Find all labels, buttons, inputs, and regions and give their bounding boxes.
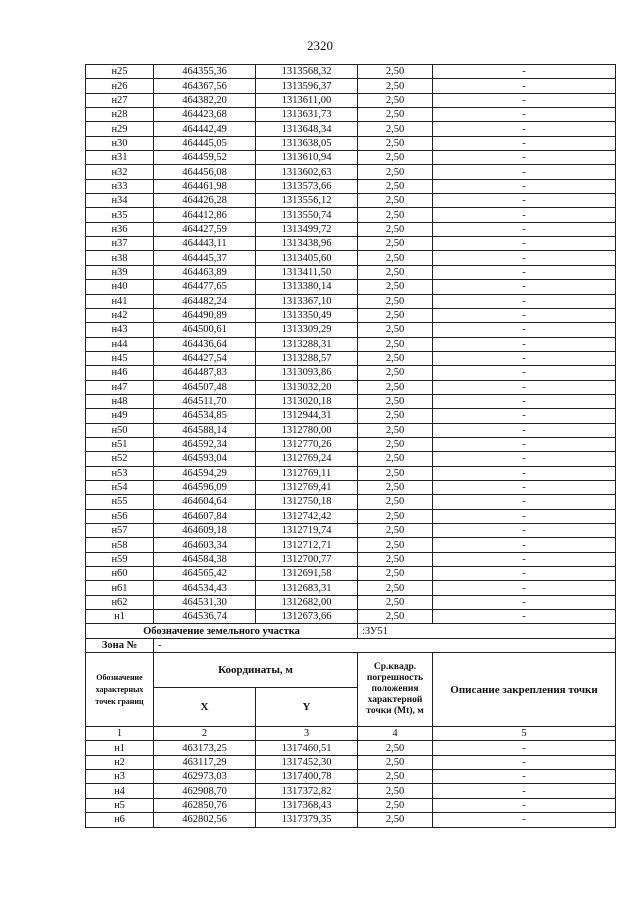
point-id-cell: н33 <box>86 179 154 193</box>
error-cell: 2,50 <box>358 495 433 509</box>
table-row <box>86 610 616 624</box>
point-id-cell: н3 <box>86 770 154 784</box>
description-cell: - <box>433 194 616 208</box>
description-cell: - <box>433 208 616 222</box>
x-coordinate-cell: 464443,11 <box>154 237 256 251</box>
x-coordinate-cell: 464588,14 <box>154 423 256 437</box>
error-cell: 2,50 <box>358 93 433 107</box>
point-id-cell: н43 <box>86 323 154 337</box>
x-coordinate-cell: 464507,48 <box>154 380 256 394</box>
point-id-cell: н44 <box>86 337 154 351</box>
x-coordinate-cell: 464367,56 <box>154 79 256 93</box>
x-coordinate-cell: 462973,03 <box>154 770 256 784</box>
table-row <box>86 251 616 265</box>
table-row <box>86 466 616 480</box>
description-cell: - <box>433 294 616 308</box>
table-row <box>86 595 616 609</box>
table-row <box>86 108 616 122</box>
column-number: 3 <box>256 727 358 741</box>
table-row <box>86 337 616 351</box>
error-cell: 2,50 <box>358 237 433 251</box>
table-row <box>86 524 616 538</box>
description-cell: - <box>433 595 616 609</box>
y-coordinate-cell: 1312712,71 <box>256 538 358 552</box>
y-coordinate-cell: 1317460,51 <box>256 741 358 755</box>
error-cell: 2,50 <box>358 351 433 365</box>
y-coordinate-cell: 1313288,57 <box>256 351 358 365</box>
error-cell: 2,50 <box>358 208 433 222</box>
y-coordinate-cell: 1313093,86 <box>256 366 358 380</box>
table-row <box>86 65 616 79</box>
description-cell: - <box>433 770 616 784</box>
table-row <box>86 770 616 784</box>
x-coordinate-cell: 464536,74 <box>154 610 256 624</box>
error-cell: 2,50 <box>358 366 433 380</box>
table-row <box>86 208 616 222</box>
table-row <box>86 755 616 769</box>
y-coordinate-cell: 1312769,11 <box>256 466 358 480</box>
description-cell: - <box>433 222 616 236</box>
point-id-cell: н50 <box>86 423 154 437</box>
description-cell: - <box>433 409 616 423</box>
error-cell: 2,50 <box>358 165 433 179</box>
description-cell: - <box>433 136 616 150</box>
table-row <box>86 409 616 423</box>
x-coordinate-cell: 464456,08 <box>154 165 256 179</box>
table-row <box>86 294 616 308</box>
y-coordinate-cell: 1313556,12 <box>256 194 358 208</box>
y-coordinate-cell: 1317400,78 <box>256 770 358 784</box>
point-id-cell: н62 <box>86 595 154 609</box>
x-coordinate-cell: 464592,34 <box>154 437 256 451</box>
point-id-cell: н26 <box>86 79 154 93</box>
description-header: Описание закрепления точки <box>433 653 616 727</box>
x-coordinate-cell: 464594,29 <box>154 466 256 480</box>
y-coordinate-cell: 1313596,37 <box>256 79 358 93</box>
table-row <box>86 79 616 93</box>
error-cell: 2,50 <box>358 741 433 755</box>
point-id-cell: н52 <box>86 452 154 466</box>
point-id-cell: н6 <box>86 813 154 827</box>
point-id-cell: н1 <box>86 610 154 624</box>
y-coordinate-cell: 1313380,14 <box>256 280 358 294</box>
y-coordinate-cell: 1312673,66 <box>256 610 358 624</box>
x-coordinate-cell: 464436,64 <box>154 337 256 351</box>
description-cell: - <box>433 495 616 509</box>
point-id-cell: н48 <box>86 394 154 408</box>
y-coordinate-cell: 1313367,10 <box>256 294 358 308</box>
column-number: 5 <box>433 727 616 741</box>
description-cell: - <box>433 179 616 193</box>
point-id-cell: н41 <box>86 294 154 308</box>
x-coordinate-cell: 464511,70 <box>154 394 256 408</box>
error-cell: 2,50 <box>358 552 433 566</box>
y-coordinate-cell: 1313288,31 <box>256 337 358 351</box>
x-coordinate-cell: 462802,56 <box>154 813 256 827</box>
description-cell: - <box>433 351 616 365</box>
error-cell: 2,50 <box>358 610 433 624</box>
description-cell: - <box>433 538 616 552</box>
error-cell: 2,50 <box>358 423 433 437</box>
description-cell: - <box>433 567 616 581</box>
y-coordinate-cell: 1313568,32 <box>256 65 358 79</box>
x-coordinate-cell: 464604,64 <box>154 495 256 509</box>
description-cell: - <box>433 798 616 812</box>
error-cell: 2,50 <box>358 194 433 208</box>
x-coordinate-cell: 464442,49 <box>154 122 256 136</box>
x-coordinate-cell: 464445,37 <box>154 251 256 265</box>
x-coordinate-cell: 464427,54 <box>154 351 256 365</box>
point-id-cell: н32 <box>86 165 154 179</box>
point-id-cell: н57 <box>86 524 154 538</box>
table-row <box>86 179 616 193</box>
description-cell: - <box>433 610 616 624</box>
error-cell: 2,50 <box>358 466 433 480</box>
y-coordinate-cell: 1313032,20 <box>256 380 358 394</box>
coordinates-table-body <box>86 65 616 624</box>
column-number: 2 <box>154 727 256 741</box>
description-cell: - <box>433 437 616 451</box>
points-header: Обозначение характерных точек границ <box>86 653 154 727</box>
description-cell: - <box>433 323 616 337</box>
y-coordinate-cell: 1312742,42 <box>256 509 358 523</box>
y-coordinate-cell: 1317379,35 <box>256 813 358 827</box>
table-row <box>86 165 616 179</box>
description-cell: - <box>433 741 616 755</box>
x-coordinate-cell: 464603,34 <box>154 538 256 552</box>
x-coordinate-cell: 464463,89 <box>154 265 256 279</box>
y-coordinate-cell: 1313350,49 <box>256 308 358 322</box>
point-id-cell: н38 <box>86 251 154 265</box>
table-row <box>86 437 616 451</box>
y-coordinate-cell: 1313602,63 <box>256 165 358 179</box>
point-id-cell: н37 <box>86 237 154 251</box>
point-id-cell: н1 <box>86 741 154 755</box>
table-row <box>86 323 616 337</box>
y-coordinate-cell: 1317452,30 <box>256 755 358 769</box>
y-coordinate-cell: 1317372,82 <box>256 784 358 798</box>
point-id-cell: н60 <box>86 567 154 581</box>
point-id-cell: н53 <box>86 466 154 480</box>
error-cell: 2,50 <box>358 280 433 294</box>
y-coordinate-cell: 1312682,00 <box>256 595 358 609</box>
table-row <box>86 509 616 523</box>
y-coordinate-cell: 1313405,60 <box>256 251 358 265</box>
y-coordinate-cell: 1312770,26 <box>256 437 358 451</box>
x-coordinate-cell: 464596,09 <box>154 480 256 494</box>
x-header: X <box>154 688 256 727</box>
description-cell: - <box>433 237 616 251</box>
header-row-1 <box>86 653 616 688</box>
error-cell: 2,50 <box>358 265 433 279</box>
point-id-cell: н61 <box>86 581 154 595</box>
point-id-cell: н31 <box>86 151 154 165</box>
description-cell: - <box>433 394 616 408</box>
x-coordinate-cell: 464426,28 <box>154 194 256 208</box>
error-cell: 2,50 <box>358 409 433 423</box>
table-row <box>86 813 616 827</box>
x-coordinate-cell: 464534,85 <box>154 409 256 423</box>
y-coordinate-cell: 1312780,00 <box>256 423 358 437</box>
y-coordinate-cell: 1313648,34 <box>256 122 358 136</box>
table-row <box>86 237 616 251</box>
description-cell: - <box>433 65 616 79</box>
error-cell: 2,50 <box>358 813 433 827</box>
y-coordinate-cell: 1312691,58 <box>256 567 358 581</box>
point-id-cell: н39 <box>86 265 154 279</box>
point-id-cell: н4 <box>86 784 154 798</box>
description-cell: - <box>433 337 616 351</box>
point-id-cell: н42 <box>86 308 154 322</box>
table-row <box>86 798 616 812</box>
x-coordinate-cell: 464593,04 <box>154 452 256 466</box>
point-id-cell: н27 <box>86 93 154 107</box>
description-cell: - <box>433 552 616 566</box>
table-row <box>86 122 616 136</box>
point-id-cell: н59 <box>86 552 154 566</box>
table-row <box>86 741 616 755</box>
land-plot-row <box>86 624 616 638</box>
x-coordinate-cell: 463173,25 <box>154 741 256 755</box>
point-id-cell: н45 <box>86 351 154 365</box>
table-row <box>86 581 616 595</box>
description-cell: - <box>433 280 616 294</box>
x-coordinate-cell: 464534,43 <box>154 581 256 595</box>
description-cell: - <box>433 79 616 93</box>
error-cell: 2,50 <box>358 524 433 538</box>
description-cell: - <box>433 122 616 136</box>
error-cell: 2,50 <box>358 452 433 466</box>
x-coordinate-cell: 464609,18 <box>154 524 256 538</box>
error-cell: 2,50 <box>358 122 433 136</box>
point-id-cell: н58 <box>86 538 154 552</box>
error-cell: 2,50 <box>358 108 433 122</box>
table-row <box>86 784 616 798</box>
table-row <box>86 394 616 408</box>
table-row <box>86 495 616 509</box>
table-row <box>86 151 616 165</box>
point-id-cell: н40 <box>86 280 154 294</box>
column-number-row <box>86 727 616 741</box>
error-cell: 2,50 <box>358 179 433 193</box>
description-cell: - <box>433 480 616 494</box>
point-id-cell: н54 <box>86 480 154 494</box>
y-coordinate-cell: 1317368,43 <box>256 798 358 812</box>
x-coordinate-cell: 464427,59 <box>154 222 256 236</box>
point-id-cell: н35 <box>86 208 154 222</box>
table-row <box>86 480 616 494</box>
point-id-cell: н36 <box>86 222 154 236</box>
x-coordinate-cell: 462850,76 <box>154 798 256 812</box>
description-cell: - <box>433 813 616 827</box>
coords-header: Координаты, м <box>154 653 358 688</box>
table-row <box>86 308 616 322</box>
error-cell: 2,50 <box>358 294 433 308</box>
point-id-cell: н34 <box>86 194 154 208</box>
error-cell: 2,50 <box>358 323 433 337</box>
y-coordinate-cell: 1313638,05 <box>256 136 358 150</box>
y-coordinate-cell: 1313610,94 <box>256 151 358 165</box>
error-cell: 2,50 <box>358 136 433 150</box>
point-id-cell: н29 <box>86 122 154 136</box>
table-row <box>86 351 616 365</box>
description-cell: - <box>433 165 616 179</box>
x-coordinate-cell: 462908,70 <box>154 784 256 798</box>
x-coordinate-cell: 464487,83 <box>154 366 256 380</box>
x-coordinate-cell: 464382,20 <box>154 93 256 107</box>
point-id-cell: н28 <box>86 108 154 122</box>
error-cell: 2,50 <box>358 581 433 595</box>
y-coordinate-cell: 1313411,50 <box>256 265 358 279</box>
point-id-cell: н51 <box>86 437 154 451</box>
table-row <box>86 222 616 236</box>
point-id-cell: н56 <box>86 509 154 523</box>
error-cell: 2,50 <box>358 65 433 79</box>
y-coordinate-cell: 1312750,18 <box>256 495 358 509</box>
error-cell: 2,50 <box>358 380 433 394</box>
table-row <box>86 380 616 394</box>
land-plot-value: :ЗУ51 <box>358 624 616 638</box>
x-coordinate-cell: 464477,65 <box>154 280 256 294</box>
table-row <box>86 552 616 566</box>
error-cell: 2,50 <box>358 770 433 784</box>
point-id-cell: н47 <box>86 380 154 394</box>
x-coordinate-cell: 464565,42 <box>154 567 256 581</box>
point-id-cell: н55 <box>86 495 154 509</box>
description-cell: - <box>433 308 616 322</box>
page-number: 2320 <box>307 38 333 53</box>
error-cell: 2,50 <box>358 151 433 165</box>
error-cell: 2,50 <box>358 394 433 408</box>
description-cell: - <box>433 755 616 769</box>
error-cell: 2,50 <box>358 308 433 322</box>
x-coordinate-cell: 464423,68 <box>154 108 256 122</box>
description-cell: - <box>433 108 616 122</box>
error-cell: 2,50 <box>358 567 433 581</box>
error-cell: 2,50 <box>358 755 433 769</box>
x-coordinate-cell: 464584,38 <box>154 552 256 566</box>
x-coordinate-cell: 464445,05 <box>154 136 256 150</box>
error-cell: 2,50 <box>358 480 433 494</box>
description-cell: - <box>433 466 616 480</box>
x-coordinate-cell: 464412,86 <box>154 208 256 222</box>
y-coordinate-cell: 1313573,66 <box>256 179 358 193</box>
point-id-cell: н49 <box>86 409 154 423</box>
description-cell: - <box>433 93 616 107</box>
description-cell: - <box>433 151 616 165</box>
x-coordinate-cell: 464500,61 <box>154 323 256 337</box>
zone-coordinates-body <box>86 741 616 827</box>
point-id-cell: н2 <box>86 755 154 769</box>
table-row <box>86 423 616 437</box>
error-cell: 2,50 <box>358 79 433 93</box>
y-coordinate-cell: 1313611,00 <box>256 93 358 107</box>
description-cell: - <box>433 380 616 394</box>
x-coordinate-cell: 464482,24 <box>154 294 256 308</box>
y-coordinate-cell: 1312944,31 <box>256 409 358 423</box>
point-id-cell: н5 <box>86 798 154 812</box>
description-cell: - <box>433 784 616 798</box>
table-row <box>86 538 616 552</box>
description-cell: - <box>433 366 616 380</box>
x-coordinate-cell: 464459,52 <box>154 151 256 165</box>
error-cell: 2,50 <box>358 538 433 552</box>
table-row <box>86 93 616 107</box>
zone-row <box>86 638 616 652</box>
y-coordinate-cell: 1313499,72 <box>256 222 358 236</box>
x-coordinate-cell: 464355,36 <box>154 65 256 79</box>
error-cell: 2,50 <box>358 437 433 451</box>
y-coordinate-cell: 1312719,74 <box>256 524 358 538</box>
description-cell: - <box>433 581 616 595</box>
table-row <box>86 280 616 294</box>
description-cell: - <box>433 423 616 437</box>
y-coordinate-cell: 1312700,77 <box>256 552 358 566</box>
description-cell: - <box>433 265 616 279</box>
description-cell: - <box>433 251 616 265</box>
x-coordinate-cell: 464461,98 <box>154 179 256 193</box>
column-number: 1 <box>86 727 154 741</box>
y-coordinate-cell: 1313309,29 <box>256 323 358 337</box>
y-coordinate-cell: 1312769,24 <box>256 452 358 466</box>
table-row <box>86 366 616 380</box>
error-cell: 2,50 <box>358 509 433 523</box>
error-cell: 2,50 <box>358 337 433 351</box>
zone-label: Зона № <box>86 638 154 652</box>
column-number: 4 <box>358 727 433 741</box>
y-coordinate-cell: 1313631,73 <box>256 108 358 122</box>
table-row <box>86 265 616 279</box>
error-cell: 2,50 <box>358 784 433 798</box>
x-coordinate-cell: 464607,84 <box>154 509 256 523</box>
error-cell: 2,50 <box>358 251 433 265</box>
error-header: Ср.квадр. погрешность положения характерной точки (Mt), м <box>358 653 433 727</box>
table-row <box>86 194 616 208</box>
coordinates-table <box>85 64 616 828</box>
point-id-cell: н30 <box>86 136 154 150</box>
y-coordinate-cell: 1312769,41 <box>256 480 358 494</box>
y-coordinate-cell: 1312683,31 <box>256 581 358 595</box>
point-id-cell: н25 <box>86 65 154 79</box>
x-coordinate-cell: 463117,29 <box>154 755 256 769</box>
x-coordinate-cell: 464490,89 <box>154 308 256 322</box>
y-header: Y <box>256 688 358 727</box>
y-coordinate-cell: 1313020,18 <box>256 394 358 408</box>
land-plot-label: Обозначение земельного участка <box>86 624 358 638</box>
description-cell: - <box>433 524 616 538</box>
x-coordinate-cell: 464531,30 <box>154 595 256 609</box>
error-cell: 2,50 <box>358 595 433 609</box>
table-row <box>86 136 616 150</box>
table-row <box>86 567 616 581</box>
description-cell: - <box>433 509 616 523</box>
error-cell: 2,50 <box>358 798 433 812</box>
table-row <box>86 452 616 466</box>
point-id-cell: н46 <box>86 366 154 380</box>
y-coordinate-cell: 1313550,74 <box>256 208 358 222</box>
description-cell: - <box>433 452 616 466</box>
y-coordinate-cell: 1313438,96 <box>256 237 358 251</box>
zone-value: - <box>154 638 616 652</box>
error-cell: 2,50 <box>358 222 433 236</box>
